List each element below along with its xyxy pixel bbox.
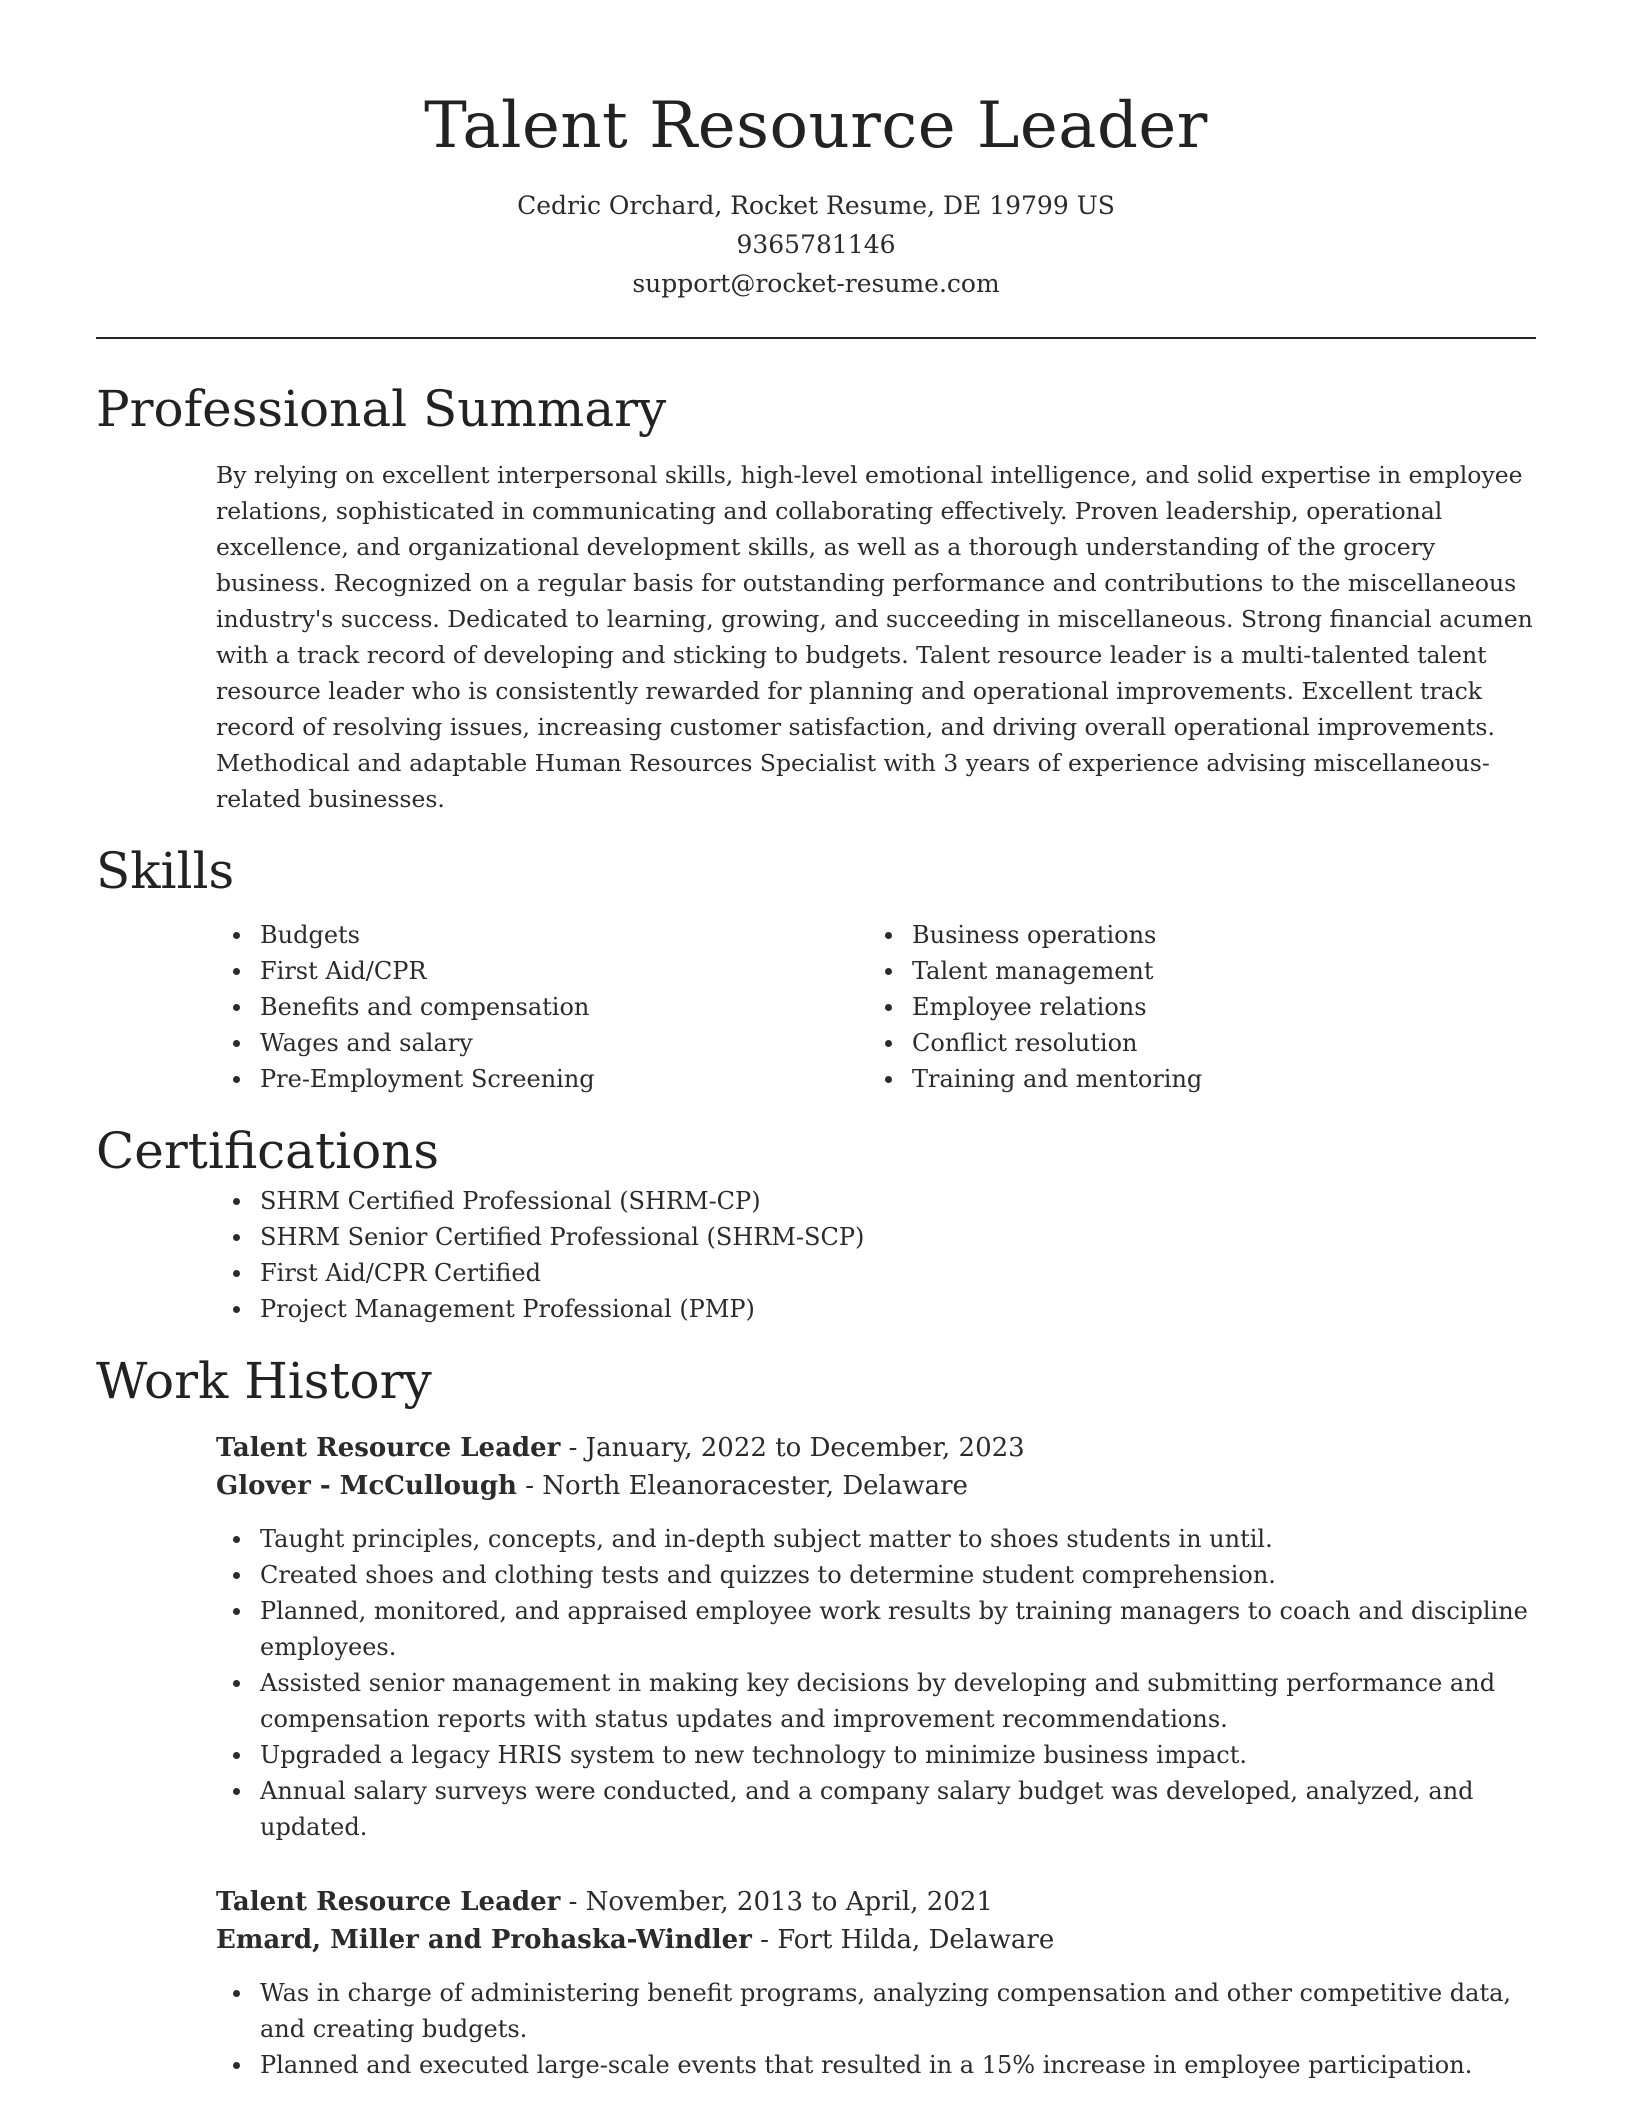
summary-text: By relying on excellent interpersonal skills, high-level emotional intelligence, and solid expertise in employee relations, sophisticated in communicating and collaborating effectively. Proven leadership, operational excellence, and organizational development skills, as well as a thorough understanding of the grocery business. Recognized on a regular basis for outstanding performance and contributions to the miscellaneous industry's success. Dedicated to learning, growing, and succeeding in miscellaneous. Strong financial acumen with a track record of developing and sticking to budgets. Talent resource leader is a multi-talented talent resource leader who is consistently rewarded for planning and operational improvements. Excellent track record of resolving issues, increasing customer satisfaction, and driving overall operational improvements. Methodical and adaptable Human Resources Specialist with 3 years of experience advising miscellaneous-related businesses.: [216, 461, 1533, 813]
contact-block: [96, 186, 1536, 303]
job-entry: [216, 1883, 1536, 2083]
job-bullets: [216, 1521, 1536, 1845]
skills-heading: Skills: [96, 842, 235, 900]
skill-item: Conflict resolution: [912, 1025, 1396, 1061]
certifications-list: [96, 1183, 1536, 1327]
job-title: Talent Resource Leader: [216, 1887, 561, 1917]
job-title: Talent Resource Leader: [216, 1433, 561, 1463]
job-company: Glover - McCullough: [216, 1471, 517, 1501]
resume-header: [96, 0, 1536, 303]
certification-item: SHRM Senior Certified Professional (SHRM-SCP): [260, 1219, 1536, 1255]
skill-item: Employee relations: [912, 989, 1396, 1025]
skill-item: Budgets: [260, 917, 746, 953]
resume-page: [96, 0, 1536, 2083]
skill-item: Wages and salary: [260, 1025, 746, 1061]
job-bullet: Assisted senior management in making key decisions by developing and submitting performance and compensation reports with status updates and improvement recommendations.: [260, 1665, 1536, 1737]
job-dates: - November, 2013 to April, 2021: [568, 1887, 993, 1917]
skill-item: First Aid/CPR: [260, 953, 746, 989]
job-bullet: Created shoes and clothing tests and quizzes to determine student comprehension.: [260, 1557, 1536, 1593]
contact-phone: 9365781146: [736, 230, 896, 259]
skill-item: Benefits and compensation: [260, 989, 746, 1025]
job-location: - North Eleanoracester, Delaware: [525, 1471, 968, 1501]
job-bullet: Annual salary surveys were conducted, and a company salary budget was developed, analyzed, and updated.: [260, 1773, 1536, 1845]
job-bullet: Was in charge of administering benefit programs, analyzing compensation and other competitive data, and creating budgets.: [260, 1975, 1536, 2047]
skill-item: Training and mentoring: [912, 1061, 1396, 1097]
job-entry: [216, 1429, 1536, 1845]
contact-email: support@rocket-resume.com: [632, 269, 1000, 298]
certification-item: Project Management Professional (PMP): [260, 1291, 1536, 1327]
skills-grid: [96, 917, 1536, 1097]
job-company: Emard, Miller and Prohaska-Windler: [216, 1925, 752, 1955]
contact-address: Cedric Orchard, Rocket Resume, DE 19799 US: [517, 191, 1115, 220]
job-bullets: [216, 1975, 1536, 2083]
job-bullet: Planned, monitored, and appraised employee work results by training managers to coach and discipline employees.: [260, 1593, 1536, 1665]
skills-list-right: [746, 917, 1396, 1097]
certification-item: First Aid/CPR Certified: [260, 1255, 1536, 1291]
certifications-heading: Certifications: [96, 1122, 440, 1180]
job-title-line: [216, 1883, 1536, 1921]
skill-item: Pre-Employment Screening: [260, 1061, 746, 1097]
summary-heading: Professional Summary: [96, 380, 667, 438]
skills-column-right: [746, 917, 1396, 1097]
job-bullet: Upgraded a legacy HRIS system to new technology to minimize business impact.: [260, 1737, 1536, 1773]
skill-item: Talent management: [912, 953, 1396, 989]
job-company-line: [216, 1467, 1536, 1505]
job-bullet: Taught principles, concepts, and in-depth subject matter to shoes students in until.: [260, 1521, 1536, 1557]
job-bullet-list: [216, 1975, 1536, 2083]
skill-item: Business operations: [912, 917, 1396, 953]
job-location: - Fort Hilda, Delaware: [760, 1925, 1055, 1955]
job-bullet-list: [216, 1521, 1536, 1845]
job-dates: - January, 2022 to December, 2023: [568, 1433, 1025, 1463]
resume-title: Talent Resource Leader: [424, 89, 1208, 163]
job-company-line: [216, 1921, 1536, 1959]
job-title-line: [216, 1429, 1536, 1467]
job-bullet: Planned and executed large-scale events that resulted in a 15% increase in employee participation.: [260, 2047, 1536, 2083]
certification-item: SHRM Certified Professional (SHRM-CP): [260, 1183, 1536, 1219]
work-history-heading: Work History: [96, 1352, 432, 1410]
skills-column-left: [96, 917, 746, 1097]
skills-list-left: [96, 917, 746, 1097]
header-divider: [96, 337, 1536, 339]
